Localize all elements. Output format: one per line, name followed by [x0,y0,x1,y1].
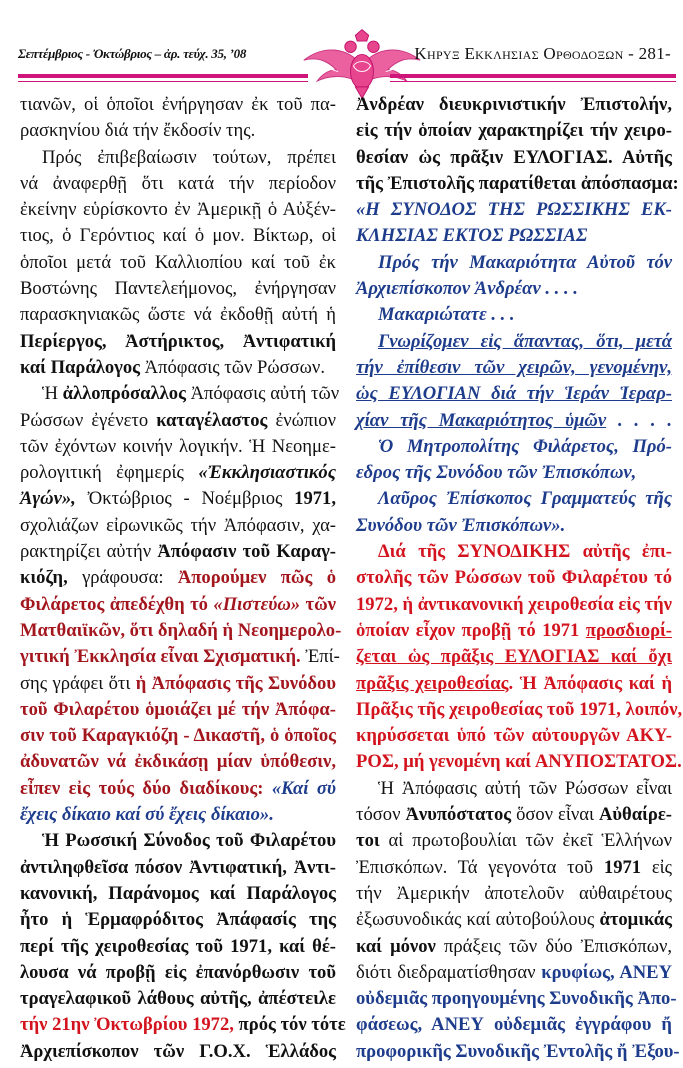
text-run: ἐξωσυνοδικάς καί αὐτοβούλους [356,909,600,931]
text-run: πράξεις τῶν δύο Ἐπισκόπων, [435,935,673,957]
text-run: καί Παράλογος [20,356,141,378]
text-line [356,618,672,644]
text-line [356,145,672,171]
text-run: Ἀπόφασιν τοῦ Καραγ- [157,541,336,563]
text-run: Ἀνυπόστατος [405,804,512,826]
text-line [20,828,336,854]
text-line [356,986,677,1012]
text-run: νά ἀναφερθῇ ὅτι κατά τήν περίοδον [20,172,336,194]
text-line [20,118,336,144]
text-run: ἡ Ἀπόφασις τῆς Συνόδου [135,672,336,694]
text-line [356,671,672,697]
text-line [356,250,672,276]
text-line [356,907,672,933]
text-line [20,381,340,407]
text-line [356,644,672,670]
text-line [20,302,336,328]
text-line [20,749,336,775]
text-run: Ἀρχιεπίσκοπον τῶν Γ.Ο.Χ. Ἑλλάδος [20,1040,336,1062]
text-line [356,302,672,328]
text-run: τῶν ἐχόντων κοινήν λογικήν. Ἡ Νεοημε- [20,435,336,457]
text-run: Αὐθαίρε- [598,804,672,826]
text-run: εἶπεν εἰς τούς δύο διαδίκους: [20,777,272,799]
text-run: Περίεργος, Ἀστήρικτος, Ἀντιφατική [20,330,336,352]
text-run: τιανῶν, οἱ ὁποῖοι ἐνήργησαν ἐκ τοῦ πα- [20,94,336,115]
text-line [356,276,672,302]
text-run: τῶν [300,593,336,615]
text-line [356,486,672,512]
text-run: Ἀπόφασις αὐτή τῶν [185,383,340,405]
text-line [356,565,672,591]
text-run: Ἀπορούμεν πῶς ὁ [177,567,336,589]
text-line [20,644,340,670]
text-run: τήν Ἀμερικήν ἀποτελοῦν αὐθαιρέτους [356,882,672,904]
text-run: «Η ΣΥΝΟΔΟΣ ΤΗΣ ΡΩΣΣΙΚΗΣ ΕΚ- [356,199,672,221]
text-run: Ἐπισκόπων. Τά γεγονότα τοῦ [356,856,604,878]
text-line [20,329,336,355]
text-run: ὡς ΕΥΛΟΓΙΑΝ διά τήν Ἱεράν Ἱεραρ- [356,383,672,405]
text-run: Διά τῆς ΣΥΝΟΔΙΚΗΣ αὐτῆς ἐπι- [378,541,672,563]
text-run: Ἀγών», [20,488,76,510]
text-run: . Ἡ Ἀπόφασις καί ἡ [508,672,673,694]
text-line [356,408,672,434]
text-run: σιν τοῦ Καραγκιόζη - Δικαστῆ, ὁ ὁποῖος [20,725,336,747]
text-column-right [356,92,683,1065]
text-line [20,539,336,565]
text-run: «Πιστεύω» [213,593,301,615]
text-line [356,828,672,854]
text-run: Λαῦρος Ἐπίσκοπος Γραμματεύς τῆς [378,488,672,510]
text-run: ρασκηνίου διά τήν ἔκδοσίν της. [20,120,256,142]
text-run: τιος, ὁ Γερόντιος καί ὁ μον. Βίκτωρ, οἱ [20,225,336,247]
text-line [20,434,336,460]
text-line [356,92,672,118]
text-line [20,355,336,381]
text-run: διότι διεδραματίσθησαν [356,961,542,983]
text-run: προσδιορί- [585,619,672,641]
text-run: Ἀνδρέαν διευκρινιστικήν Ἐπιστολήν, [356,94,672,115]
text-line [356,223,672,249]
text-run: ρολογιτική ἐφημερίς [20,462,199,484]
text-run: Πρᾶξις τῆς χειροθεσίας τοῦ 1971, λοιπόν, [356,698,683,720]
text-run: φάσεως, ΑΝΕΥ οὐδεμιᾶς ἐγγράφου ἤ [356,1014,672,1036]
text-run: τραγελαφικοῦ λάθους αὐτῆς, ἀπέστειλε [20,988,336,1010]
header-rule-left [18,74,308,78]
text-run: Γνωρίζομεν εἰς ἅπαντας, ὅτι, μετά [378,330,672,352]
text-run: Πρός τήν Μακαριότητα Αὐτοῦ τόν [378,251,672,273]
text-line [20,802,336,828]
text-line [356,197,672,223]
header-rule-right [390,74,676,78]
text-run: ΡΟΣ, μή γενομένη καί ΑΝΥΠΟΣΤΑΤΟΣ. [356,751,682,773]
text-run: Ἀπόφασις τῶν Ρώσσων. [140,356,325,378]
text-line [20,723,336,749]
text-run: κιόζη, [20,567,68,589]
text-run: Ἡ Ρωσσική Σύνοδος τοῦ Φιλαρέτου [42,830,336,852]
text-line [356,460,672,486]
text-line [20,1012,346,1038]
text-run: 1971, [294,488,336,510]
text-line [20,592,336,618]
text-line [356,355,672,381]
text-run: ἀτομικάς [599,909,672,931]
text-run: τῆς Ἐπιστολῆς παρατίθεται ἀπόσπασμα: [356,172,679,194]
text-line [20,513,336,539]
text-line [20,776,336,802]
text-run: τήν ἐπίθεσιν τῶν χειρῶν, γενομένην, [356,356,672,378]
text-run: Φιλάρετος ἀπεδέχθη τό [20,593,214,615]
text-run: Ἐπί- [300,646,340,668]
text-run: ἦτο ἡ Ἑρμαφρόδιτος Ἀπάφασίς της [20,909,336,931]
text-line [20,486,336,512]
text-run: Ἀρχιεπίσκοπον Ἀνδρέαν . . . . [356,278,578,300]
text-line [356,118,672,144]
text-run: χίαν τῆς Μακαριότητος ὑμῶν [356,409,607,431]
text-line [356,1039,680,1065]
publication-title-page-number: Κηρυξ Εκκλησιας Ορθοδοξων - 281- [414,44,671,63]
text-line [20,907,336,933]
text-run: ἐνώπιον [267,409,336,431]
text-line [20,1039,336,1065]
text-line [356,1012,672,1038]
text-run: αἱ πρωτοβουλίαι τῶν ἐκεῖ Ἑλλήνων [379,830,672,852]
text-line [20,250,336,276]
text-line [356,855,672,881]
text-run: καταγέλαστος [156,409,268,431]
text-run: καί μόνον [356,935,436,957]
text-run: Βοστώνης Παντελεήμονος, ἐνήργησαν [20,278,336,300]
text-line [356,513,672,539]
text-line [20,408,336,434]
text-line [20,671,336,697]
text-line [356,329,672,355]
text-run: τήν 21ην Ὀκτωβρίου 1972, [20,1014,234,1036]
text-run: ὁποῖοι μετά τοῦ Καλλιοπίου καί τοῦ ἐκ [20,251,336,273]
text-line [20,145,336,171]
text-line [356,776,672,802]
header-rule-left-thin [18,81,308,82]
text-run: προφορικῆς Συνοδικῆς Ἐντολῆς ἤ Ἐξου- [356,1040,680,1062]
text-run: γιτική Ἐκκλησία εἶναι Σχισματική. [20,646,301,668]
text-run: Ἡ [42,383,63,405]
text-line [20,197,336,223]
text-run: ἀντιληφθεῖσα πόσον Ἀντιφατική, Ἀντι- [20,856,336,878]
text-line [356,697,683,723]
text-line [356,749,682,775]
text-line [356,934,672,960]
text-run: «Ἐκκλησιαστικός [198,462,336,484]
text-run: τόσον [356,804,406,826]
text-run: πρᾶξις χειροθεσίας [356,672,509,694]
text-run: στολῆς τῶν Ρώσσων τοῦ Φιλαρέτου τό [356,567,672,589]
text-run: κηρύσσεται ὑπό τῶν αὐτουργῶν ΑΚΥ- [356,725,672,747]
text-line [20,697,336,723]
text-run: γράφουσα: [67,567,178,589]
text-run: ὁποίαν εἶχον προβῇ τό 1971 [356,619,586,641]
text-line [20,460,336,486]
text-line [20,276,336,302]
double-headed-eagle-icon [300,26,424,100]
text-run: κρυφίως, ΑΝΕΥ [541,961,673,983]
text-run: ζεται ὡς πρᾶξις ΕΥΛΟΓΙΑΣ καί ὄχι [356,646,672,668]
text-run: 1971 [603,856,642,878]
text-line [356,539,672,565]
text-run: εἰς [641,856,673,878]
text-run: ἀλλοπρόσαλλος [62,383,186,405]
text-line [20,171,336,197]
text-line [356,381,672,407]
text-run: Ὀκτώβριος - Νοέμβριος [75,488,295,510]
text-run: τοι [356,830,380,852]
text-run: «Καί σύ [271,777,336,799]
text-line [356,434,672,460]
text-run: Ἡ Ἀπόφασις αὐτή τῶν Ρώσσων εἶναι [378,777,672,799]
text-run: 1972, ἡ ἀντικανονική χειροθεσία εἰς τήν [356,593,672,615]
text-run: τοῦ Φιλαρέτου ὁμοιάζει μέ τήν Ἀπόφα- [20,698,336,720]
text-run: λουσα νά προβῇ εἰς ἐπανόρθωσιν τοῦ [20,961,336,983]
issue-date-label: Σεπτέμβριος - Ὀκτώβριος – ἀρ. τεύχ. 35, ’08 [18,46,247,61]
text-run: ρακτηρίζει αὐτήν [20,541,158,563]
text-run: Συνόδου τῶν Ἐπισκόπων». [356,514,566,536]
text-run: Μακαριώτατε . . . [378,304,515,326]
text-run: εδρος τῆς Συνόδου τῶν Ἐπισκόπων, [356,462,637,484]
text-line [20,565,336,591]
text-run: οὐδεμιᾶς προηγουμένης Συνοδικῆς Ἀπο- [356,988,677,1010]
text-run: κανονική, Παράνομος καί Παράλογος [20,882,336,904]
text-run: . . . . [606,409,672,431]
text-line [356,723,672,749]
text-run: ΚΛΗΣΙΑΣ ΕΚΤΟΣ ΡΩΣΣΙΑΣ [356,225,588,247]
text-line [20,223,336,249]
text-line [356,881,672,907]
text-line [20,881,336,907]
text-run: Ρώσσων ἐγένετο [20,409,157,431]
text-line [20,92,336,118]
text-line [356,171,679,197]
text-run: Ματθαιϊκῶν, ὅτι δηλαδή ἡ Νεοημερολο- [20,619,342,641]
text-run: Ὁ Μητροπολίτης Φιλάρετος, Πρό- [378,435,672,457]
text-line [356,592,672,618]
text-run: παρασκηνιακῶς ὥστε νά ἐκδοθῇ αὐτή ἡ [20,304,336,326]
text-line [20,934,336,960]
text-line [20,960,336,986]
header-rule-right-thin [390,81,676,82]
text-line [356,802,672,828]
text-line [356,960,672,986]
text-run: ἀδυνατῶν νά ἐκδικάσῃ μίαν ὑπόθεσιν, [20,751,336,773]
text-run: πρός τόν τότε [233,1014,346,1036]
text-line [20,855,336,881]
text-run: σης γράφει ὅτι [20,672,136,694]
text-run: εἰς τήν ὁποίαν χαρακτηρίζει τήν χειρο- [356,120,672,142]
text-run: περί τῆς χειροθεσίας τοῦ 1971, καί θέ- [20,935,336,957]
text-line [20,986,336,1012]
text-column-left [20,92,346,1065]
text-line [20,618,342,644]
text-run: θεσίαν ὡς πρᾶξιν ΕΥΛΟΓΙΑΣ. Αὐτῆς [356,146,672,168]
text-run: ἐκείνην εὑρίσκοντο ἐν Ἀμερικῇ ὁ Αὐξέν- [20,199,336,221]
text-run: σχολιάζων εἰρωνικῶς τήν Ἀπόφασιν, χα- [20,514,336,536]
text-run: ὅσον εἶναι [511,804,599,826]
text-run: ἔχεις δίκαιο καί σύ ἔχεις δίκαιο». [20,804,274,826]
text-run: Πρός ἐπιβεβαίωσιν τούτων, πρέπει [42,146,336,168]
